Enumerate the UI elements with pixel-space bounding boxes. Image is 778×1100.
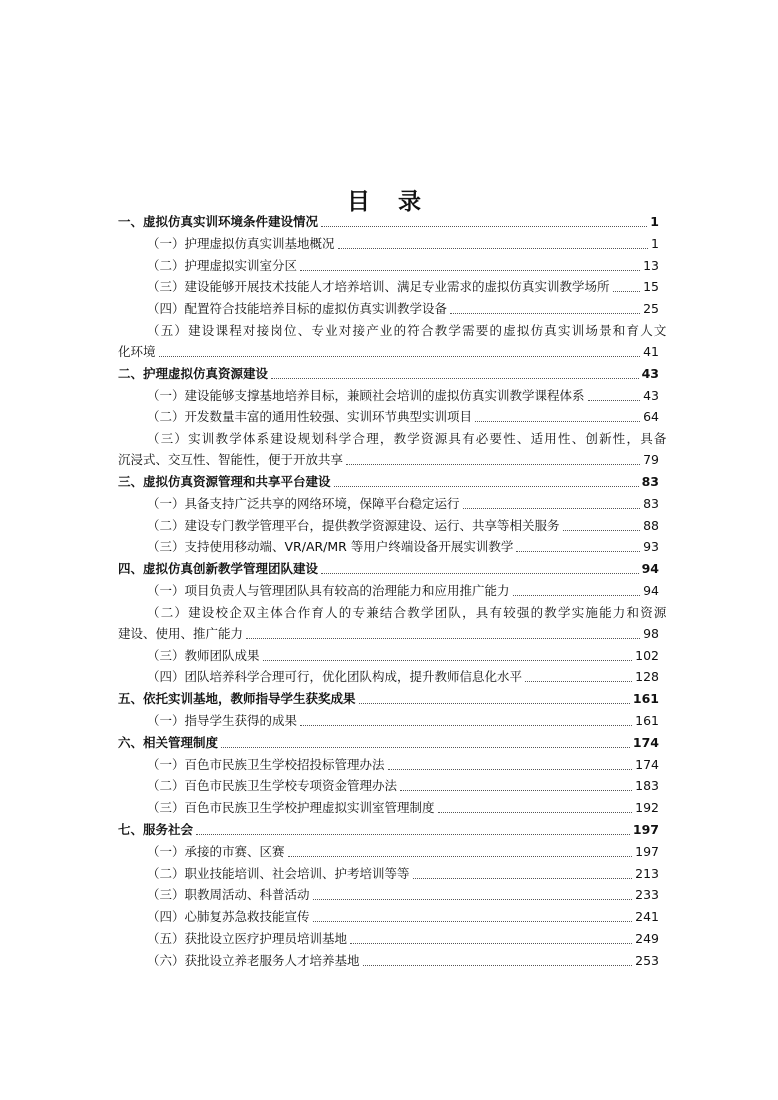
toc-page-number: 41 (643, 343, 659, 359)
toc-entry-text: 五、依托实训基地，教师指导学生获奖成果 (118, 691, 356, 707)
toc-page-number: 83 (643, 495, 659, 511)
toc-page-number: 1 (650, 214, 659, 229)
toc-entry-text: 六、相关管理制度 (118, 734, 219, 750)
toc-page-number: 128 (635, 669, 659, 685)
toc-page-number: 174 (635, 756, 659, 772)
toc-entry[interactable] (118, 778, 659, 793)
toc-chapter[interactable] (118, 735, 659, 750)
dot-leader (359, 703, 630, 704)
toc-entry-last-line (118, 626, 659, 641)
toc-page-number: 102 (635, 647, 659, 663)
dot-leader (221, 747, 630, 748)
toc-page-number: 25 (643, 301, 659, 317)
toc-entry-text: （三）建设能够开展技术技能人才培养培训、满足专业需求的虚拟仿真实训教学场所 (147, 279, 610, 295)
toc-page-number: 241 (635, 909, 659, 925)
toc-entry[interactable] (118, 388, 659, 403)
dot-leader (338, 248, 649, 249)
dot-leader (300, 270, 640, 271)
dot-leader (613, 291, 641, 292)
dot-leader (388, 769, 633, 770)
toc-entry[interactable] (118, 757, 659, 772)
toc-page-number: 94 (641, 561, 659, 577)
dot-leader (321, 573, 639, 574)
dot-leader (334, 486, 639, 487)
page-title: 目 录 (346, 189, 431, 215)
toc-entry-text: （四）配置符合技能培养目标的虚拟仿真实训教学设备 (147, 301, 448, 317)
toc-entry[interactable] (118, 866, 659, 881)
toc-entry-text: （一）承接的市赛、区赛 (147, 843, 285, 859)
toc-entry-text: （三）支持使用移动端、VR/AR/MR 等用户终端设备开展实训教学 (147, 539, 514, 555)
toc-entry-text-line2: 沉浸式、交互性、智能性，便于开放共享 (118, 452, 344, 468)
toc-page-number: 233 (635, 887, 659, 903)
toc-entry-text: （五）获批设立医疗护理员培训基地 (147, 930, 348, 946)
toc-entry[interactable] (118, 713, 659, 728)
toc-entry-text: （一）项目负责人与管理团队具有较高的治理能力和应用推广能力 (147, 582, 510, 598)
toc-entry[interactable] (118, 431, 668, 468)
dot-leader (246, 638, 640, 639)
dot-leader (271, 378, 639, 379)
dot-leader (313, 899, 633, 900)
toc-entry-text: （一）具备支持广泛共享的网络环境，保障平台稳定运行 (147, 495, 460, 511)
toc-entry-text-line2: 化环境 (118, 343, 156, 359)
toc-entry[interactable] (118, 953, 659, 968)
toc-chapter[interactable] (118, 366, 659, 381)
toc-page-number: 197 (632, 821, 659, 837)
dot-leader (400, 790, 632, 791)
toc-page-number: 192 (635, 800, 659, 816)
dot-leader (513, 595, 641, 596)
dot-leader (263, 660, 633, 661)
toc-entry-text: （六）获批设立养老服务人才培养基地 (147, 952, 360, 968)
toc-entry-text: 三、虚拟仿真资源管理和共享平台建设 (118, 473, 331, 489)
dot-leader (413, 878, 633, 879)
toc-entry[interactable] (118, 669, 659, 684)
dot-leader (438, 812, 633, 813)
dot-leader (588, 400, 641, 401)
toc-entry[interactable] (118, 887, 659, 902)
toc-page-number: 183 (635, 778, 659, 794)
dot-leader (313, 921, 633, 922)
toc-entry-text: 二、护理虚拟仿真资源建设 (118, 365, 269, 381)
dot-leader (159, 356, 641, 357)
toc-entry[interactable] (118, 844, 659, 859)
dot-leader (300, 725, 632, 726)
toc-entry-text-line2: 建设、使用、推广能力 (118, 625, 244, 641)
dot-leader (288, 856, 633, 857)
toc-page-number: 161 (632, 691, 659, 707)
toc-page-number: 43 (641, 365, 659, 381)
toc-page-number: 15 (643, 279, 659, 295)
toc-page-number: 213 (635, 865, 659, 881)
toc-entry-text: （四）团队培养科学合理可行，优化团队构成，提升教师信息化水平 (147, 669, 523, 685)
dot-leader (516, 551, 640, 552)
toc-entry-text: （一）指导学生获得的成果 (147, 712, 298, 728)
toc-entry[interactable] (118, 409, 659, 424)
toc-page-number: 79 (643, 452, 659, 468)
toc-entry-text: （二）护理虚拟实训室分区 (147, 257, 298, 273)
toc-entry[interactable] (118, 279, 659, 294)
toc-entry[interactable] (118, 800, 659, 815)
toc-page-number: 94 (643, 582, 659, 598)
toc-entry[interactable] (118, 496, 659, 511)
toc-chapter[interactable] (118, 214, 659, 229)
dot-leader (525, 681, 632, 682)
toc-entry[interactable] (118, 909, 659, 924)
toc-page-number: 64 (643, 409, 659, 425)
toc-page-number: 249 (635, 930, 659, 946)
toc-page-number: 83 (641, 473, 659, 489)
toc-entry-text: （一）建设能够支撑基地培养目标，兼顾社会培训的虚拟仿真实训教学课程体系 (147, 387, 585, 403)
toc-entry-text: 四、虚拟仿真创新教学管理团队建设 (118, 561, 319, 577)
toc-entry[interactable] (118, 604, 668, 641)
toc-page-number: 43 (643, 387, 659, 403)
dot-leader (463, 508, 641, 509)
dot-leader (321, 226, 647, 227)
toc-entry-text-line1: （三）实训教学体系建设规划科学合理，教学资源具有必要性、适用性、创新性，具备 (147, 431, 668, 447)
toc-entry[interactable] (118, 301, 659, 316)
toc-entry[interactable] (118, 236, 659, 251)
toc-page-number: 1 (651, 235, 659, 251)
toc-entry-text: （一）百色市民族卫生学校招投标管理办法 (147, 756, 385, 772)
toc-entry[interactable] (118, 931, 659, 946)
dot-leader (450, 313, 640, 314)
dot-leader (563, 530, 641, 531)
toc-entry-text: （三）职教周活动、科普活动 (147, 887, 310, 903)
toc-entry[interactable] (118, 322, 668, 359)
toc-entry-last-line (118, 452, 659, 467)
toc-chapter[interactable] (118, 474, 659, 489)
toc-entry-text: （一）护理虚拟仿真实训基地概况 (147, 235, 335, 251)
toc-entry-last-line (118, 344, 659, 359)
toc-entry-text-line1: （二）建设校企双主体合作育人的专兼结合教学团队，具有较强的教学实施能力和资源 (147, 604, 668, 620)
toc-entry-text: （二）职业技能培训、社会培训、护考培训等等 (147, 865, 410, 881)
toc-entry-text-line1: （五）建设课程对接岗位、专业对接产业的符合教学需要的虚拟仿真实训场景和育人文 (147, 322, 668, 338)
toc-entry[interactable] (118, 539, 659, 554)
toc-entry-text: （三）百色市民族卫生学校护理虚拟实训室管理制度 (147, 800, 435, 816)
toc-page-number: 161 (635, 712, 659, 728)
toc-page-number: 88 (643, 517, 659, 533)
dot-leader (475, 421, 640, 422)
toc-chapter[interactable] (118, 561, 659, 576)
toc-page-number: 253 (635, 952, 659, 968)
toc-page-number: 98 (643, 625, 659, 641)
table-of-contents (118, 214, 668, 975)
toc-entry[interactable] (118, 648, 659, 663)
toc-page-number: 13 (643, 257, 659, 273)
toc-entry-text: 一、虚拟仿真实训环境条件建设情况 (118, 214, 319, 229)
dot-leader (346, 464, 640, 465)
dot-leader (350, 943, 632, 944)
toc-page-number: 93 (643, 539, 659, 555)
toc-entry-text: （三）教师团队成果 (147, 647, 260, 663)
toc-entry[interactable] (118, 583, 659, 598)
toc-entry-text: 七、服务社会 (118, 821, 194, 837)
toc-page-number: 197 (635, 843, 659, 859)
toc-entry[interactable] (118, 518, 659, 533)
toc-entry-text: （二）建设专门教学管理平台，提供教学资源建设、运行、共享等相关服务 (147, 517, 560, 533)
toc-entry-text: （四）心肺复苏急救技能宣传 (147, 909, 310, 925)
toc-entry[interactable] (118, 258, 659, 273)
toc-entry-text: （二）百色市民族卫生学校专项资金管理办法 (147, 778, 398, 794)
toc-entry-text: （二）开发数量丰富的通用性较强、实训环节典型实训项目 (147, 409, 473, 425)
dot-leader (363, 965, 633, 966)
toc-chapter[interactable] (118, 822, 659, 837)
toc-page-number: 174 (632, 734, 659, 750)
dot-leader (196, 834, 630, 835)
toc-chapter[interactable] (118, 691, 659, 706)
